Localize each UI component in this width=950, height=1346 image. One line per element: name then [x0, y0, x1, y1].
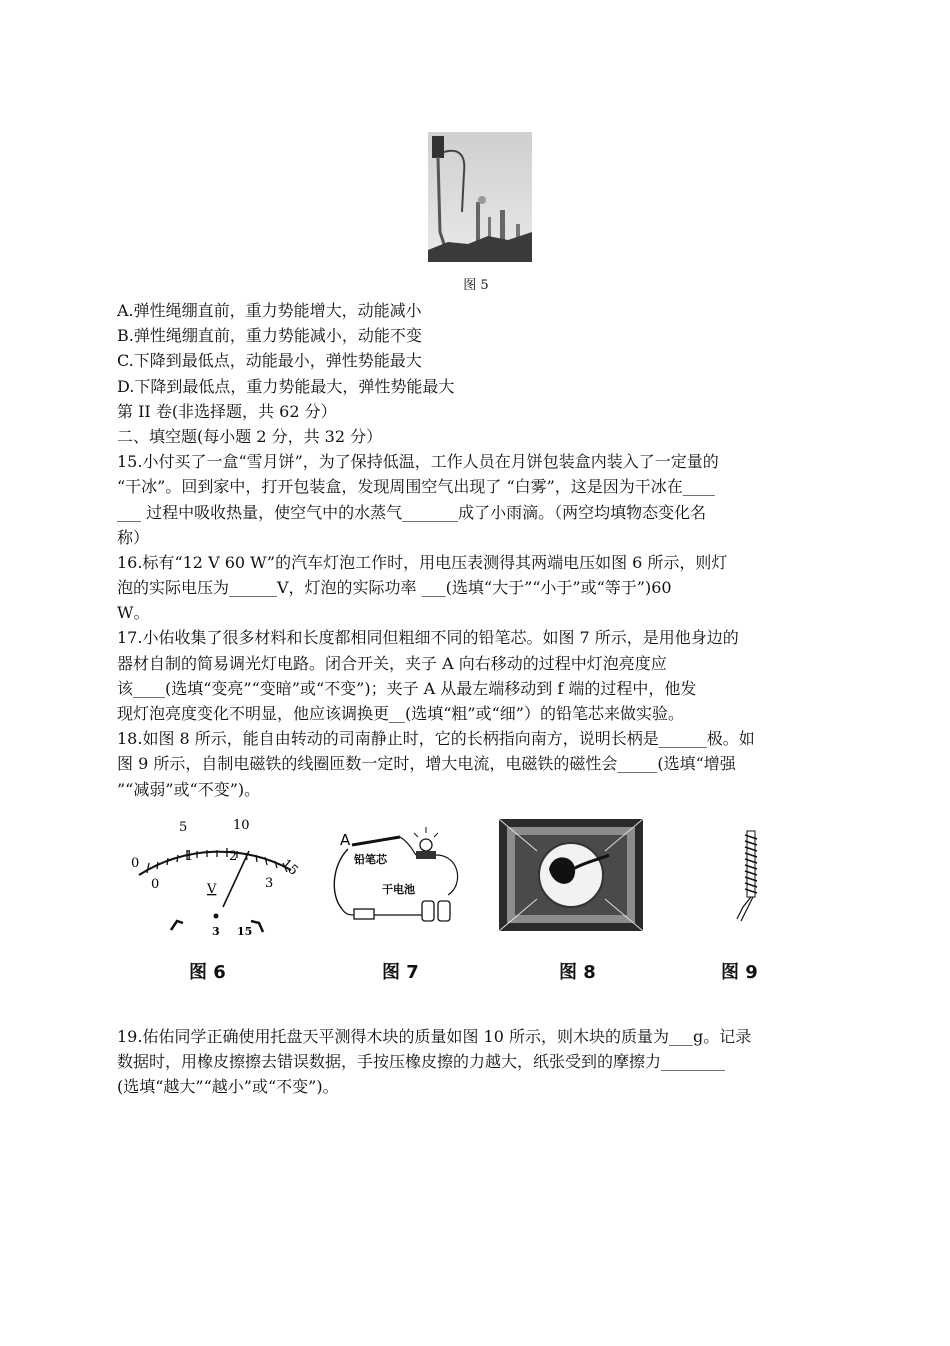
voltmeter-unit: V — [207, 882, 217, 897]
figure-5-photo — [428, 132, 532, 262]
figure-6-caption: 图 6 — [189, 962, 226, 983]
voltmeter-top-15: 15 — [278, 856, 301, 879]
figure-7-circuit — [330, 815, 480, 983]
q18-line-3: ”“减弱”或“不变”)。 — [117, 779, 261, 799]
q18-line-1: 18.如图 8 所示，能自由转动的司南静止时，它的长柄指向南方，说明长柄是______极。如 — [117, 729, 755, 749]
option-d: D.下降到最低点，重力势能最大，弹性势能最大 — [117, 376, 455, 396]
figure-6-voltmeter — [125, 815, 305, 983]
voltmeter-top-5: 5 — [179, 820, 188, 835]
figure-8-caption: 图 8 — [559, 962, 596, 983]
q15-line-3: ___ 过程中吸收热量，使空气中的水蒸气_______成了小雨滴。（两空均填物态变化名 — [117, 502, 707, 522]
figures-row — [125, 815, 825, 985]
q19-line-2: 数据时，用橡皮擦擦去错误数据，手按压橡皮擦的力越大，纸张受到的摩擦力________ — [117, 1052, 726, 1072]
figure-9-caption: 图 9 — [721, 962, 758, 983]
q17-line-3: 该____(选填“变亮”“变暗”或“不变”)；夹子 A 从最左端移动到 f 端的过程中，他发 — [117, 678, 697, 698]
q19-line-1: 19.佑佑同学正确使用托盘天平测得木块的质量如图 10 所示，则木块的质量为___g。记录 — [117, 1027, 752, 1046]
q16-line-1: 16.标有“12 V 60 W”的汽车灯泡工作时，用电压表测得其两端电压如图 6 所示，则灯 — [117, 552, 728, 572]
voltmeter-top-10: 10 — [233, 818, 250, 833]
terminal-15: 15 — [237, 925, 253, 938]
voltmeter-top-0: 0 — [131, 856, 140, 871]
q19-block — [117, 1024, 842, 1100]
question-text-block — [117, 298, 842, 802]
figure-5-caption: 图 5 — [463, 278, 489, 293]
q17-line-4: 现灯泡亮度变化不明显，他应该调换更__(选填“粗”或“细”）的铅笔芯来做实验。 — [117, 704, 684, 723]
option-b: B.弹性绳绷直前，重力势能减小，动能不变 — [117, 326, 422, 346]
q15-line-2: “干冰”。回到家中，打开包装盒，发现周围空气出现了 “白雾”，这是因为干冰在____ — [117, 477, 715, 497]
voltmeter-bottom-1: 1 — [185, 849, 194, 864]
q19-line-3: (选填“越大”“越小”或“不变”)。 — [117, 1077, 339, 1097]
voltmeter-bottom-3: 3 — [265, 876, 274, 891]
option-c: C.下降到最低点，动能最小，弹性势能最大 — [117, 351, 422, 371]
pencil-lead-label: 铅笔芯 — [354, 853, 387, 866]
figure-8-compass — [497, 815, 647, 983]
q16-line-2: 泡的实际电压为______V，灯泡的实际功率 ___(选填“大于”“小于”或“等于”)60 — [117, 578, 672, 598]
terminal-3: 3 — [212, 925, 220, 938]
voltmeter-bottom-0: 0 — [151, 877, 160, 892]
battery-label: 干电池 — [382, 883, 415, 896]
q18-line-2: 图 9 所示，自制电磁铁的线圈匝数一定时，增大电流，电磁铁的磁性会_____(选填“增强 — [117, 754, 736, 774]
q15-line-4: 称） — [117, 527, 150, 547]
clip-a-label: A — [340, 831, 351, 849]
part-heading: 二、填空题(每小题 2 分，共 32 分） — [117, 426, 383, 446]
voltmeter-bottom-2: 2 — [229, 849, 238, 864]
option-a: A.弹性绳绷直前，重力势能增大，动能减小 — [117, 301, 422, 320]
q16-line-3: W。 — [117, 603, 150, 623]
q17-line-2: 器材自制的简易调光灯电路。闭合开关，夹子 A 向右移动的过程中灯泡亮度应 — [117, 653, 667, 673]
q15-line-1: 15.小付买了一盒“雪月饼”，为了保持低温，工作人员在月饼包装盒内装入了一定量的 — [117, 452, 719, 472]
figure-7-caption: 图 7 — [382, 962, 419, 983]
section-heading: 第 II 卷(非选择题，共 62 分） — [117, 401, 337, 421]
figure-9-electromagnet — [695, 815, 795, 983]
q17-line-1: 17.小佑收集了很多材料和长度都相同但粗细不同的铅笔芯。如图 7 所示，是用他身边的 — [117, 628, 739, 648]
